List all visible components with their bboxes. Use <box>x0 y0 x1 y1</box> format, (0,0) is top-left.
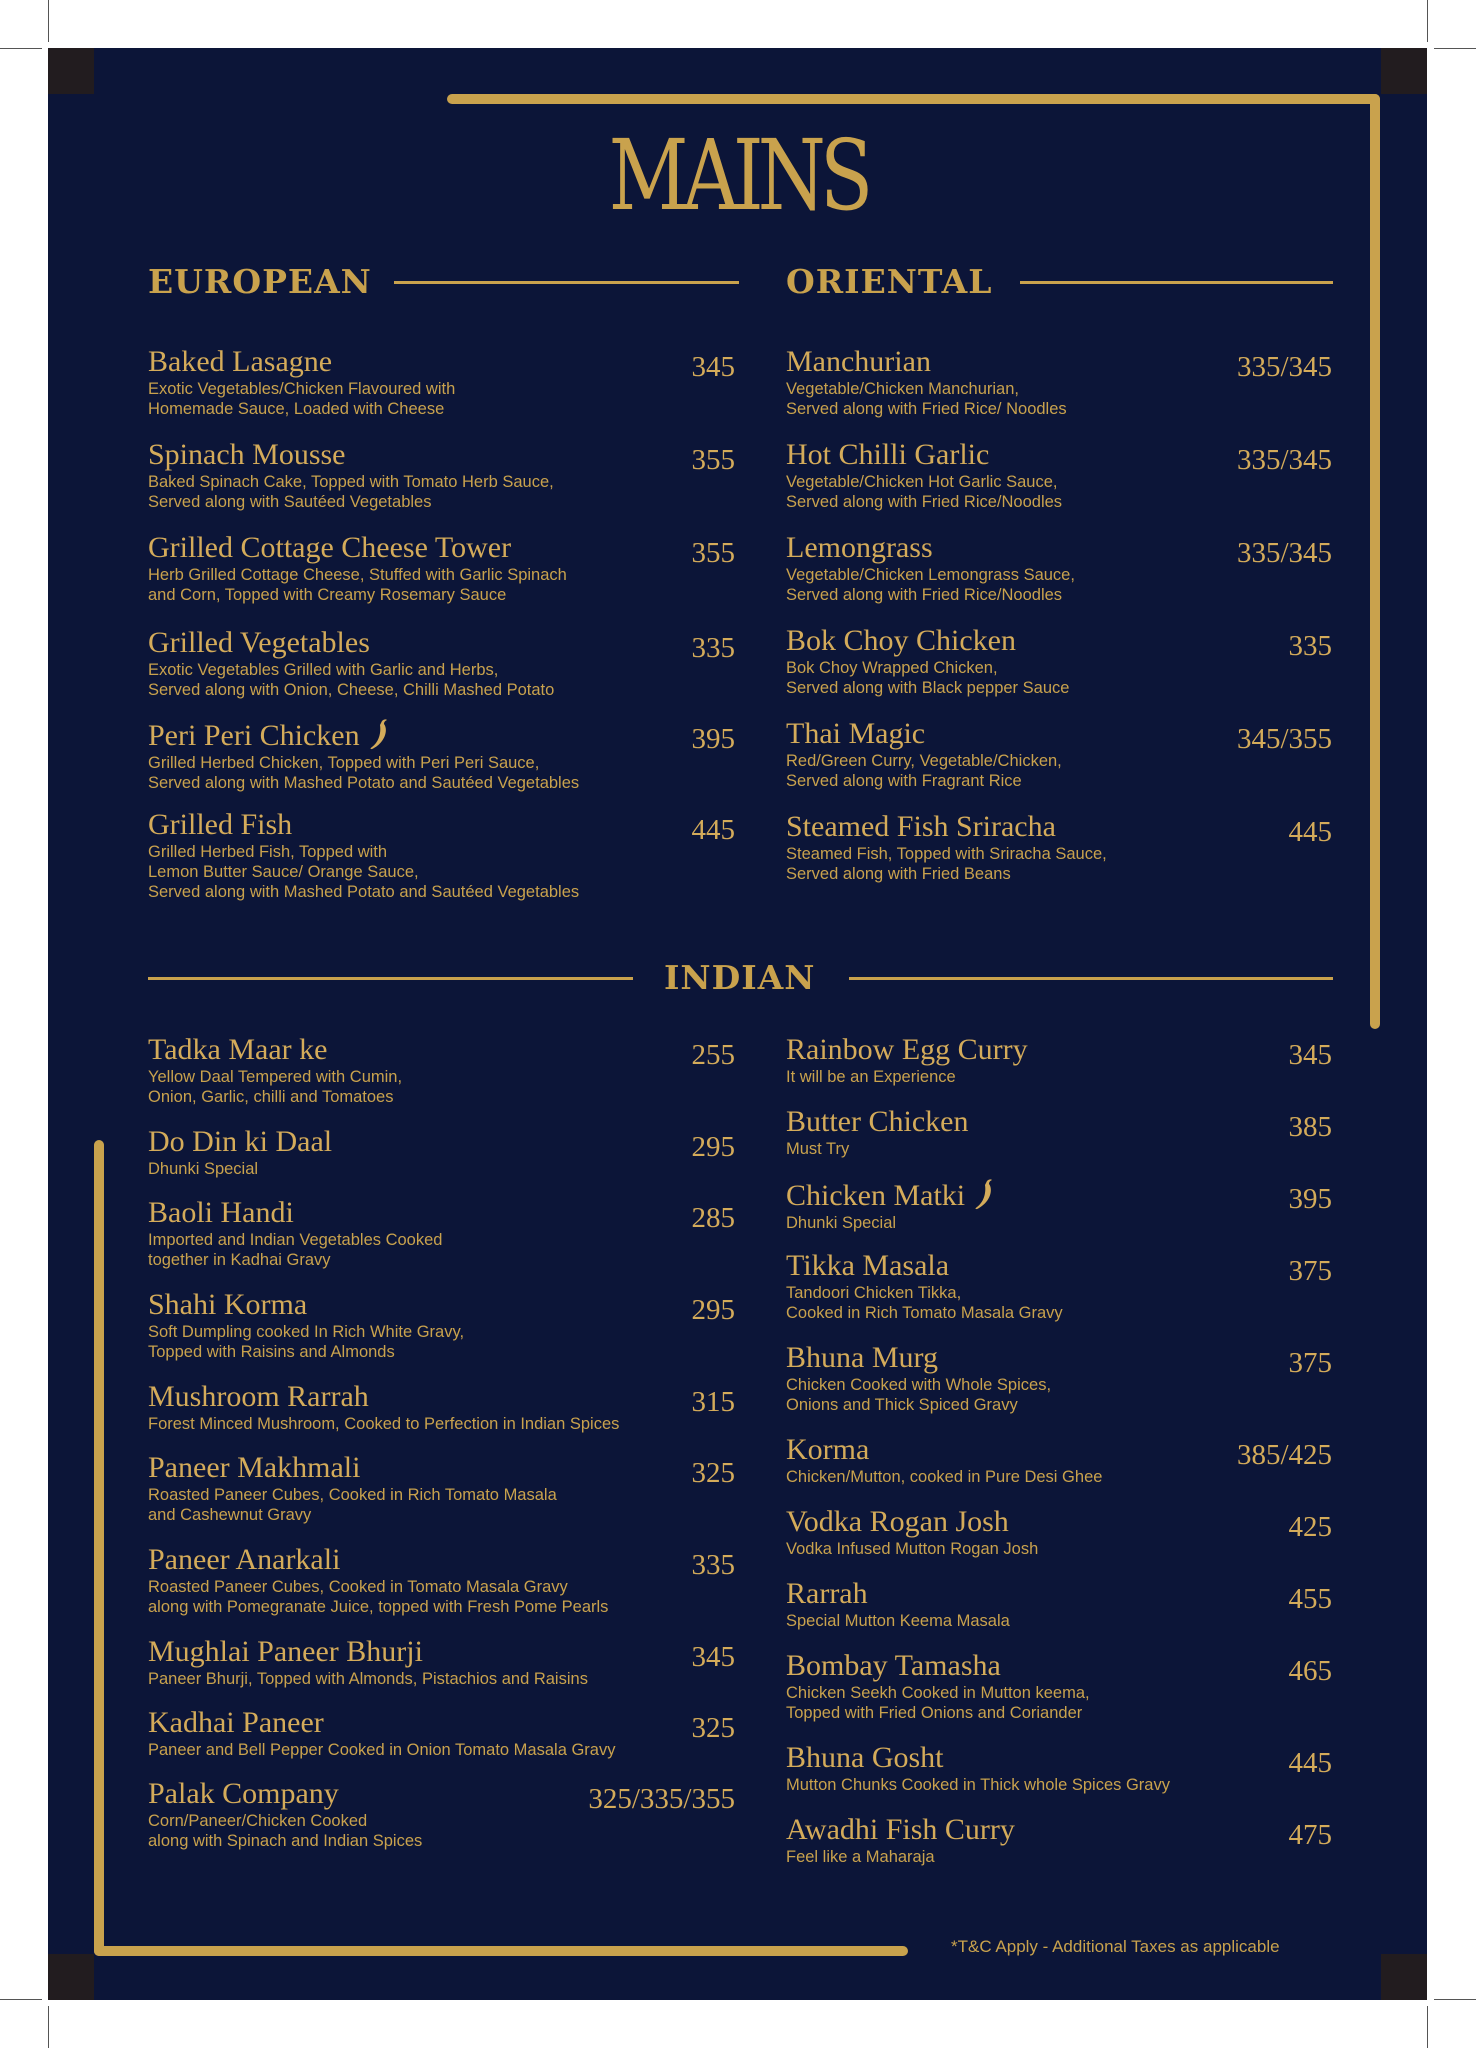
section-title-european: EUROPEAN <box>148 262 372 301</box>
dish-name <box>148 626 735 660</box>
dish-name-text: Rarrah <box>786 1577 868 1610</box>
dish-name-text: Korma <box>786 1433 870 1466</box>
dish-price: 425 <box>1288 1511 1332 1543</box>
dish-name <box>148 438 735 472</box>
dish-description: Must Try <box>786 1140 850 1158</box>
menu-item <box>786 1741 1332 1795</box>
dish-name <box>148 1288 735 1322</box>
dish-description: Steamed Fish, Topped with Sriracha Sauce, Served along with Fried Beans <box>786 845 1107 883</box>
crop-mark <box>1427 0 1428 42</box>
menu-item <box>786 810 1332 884</box>
dish-description: Imported and Indian Vegetables Cooked together in Kadhai Gravy <box>148 1231 443 1269</box>
menu-item <box>786 1813 1332 1867</box>
dish-name <box>148 1706 735 1740</box>
dish-description: Special Mutton Keema Masala <box>786 1612 1010 1630</box>
menu-item <box>786 717 1332 791</box>
dish-price: 325 <box>691 1457 735 1489</box>
dish-name <box>148 1451 735 1485</box>
dish-price: 355 <box>691 444 735 476</box>
dish-description: Paneer Bhurji, Topped with Almonds, Pistachios and Raisins <box>148 1670 588 1688</box>
dish-description: Vodka Infused Mutton Rogan Josh <box>786 1540 1039 1558</box>
menu-item <box>148 1033 735 1107</box>
dish-name-text: Manchurian <box>786 345 931 378</box>
dish-price: 315 <box>691 1386 735 1418</box>
dish-price: 445 <box>1288 816 1332 848</box>
crop-mark <box>0 48 42 49</box>
dish-price: 375 <box>1288 1347 1332 1379</box>
menu-item <box>148 1777 735 1851</box>
menu-item <box>148 1635 735 1689</box>
menu-item <box>148 808 735 902</box>
dish-name-text: Grilled Fish <box>148 808 293 841</box>
frame-line-left <box>94 1140 104 1956</box>
dish-name <box>786 1105 1332 1139</box>
dish-price: 335/345 <box>1236 537 1332 569</box>
dish-description: Chicken Seekh Cooked in Mutton keema, Topped with Fried Onions and Coriander <box>786 1684 1090 1722</box>
dish-name-text: Bok Choy Chicken <box>786 624 1016 657</box>
dish-name <box>148 1543 735 1577</box>
dish-name-text: Spinach Mousse <box>148 438 346 471</box>
menu-item <box>148 1380 735 1434</box>
menu-item <box>148 717 735 793</box>
menu-item <box>786 1249 1332 1323</box>
dish-description: Vegetable/Chicken Hot Garlic Sauce, Served along with Fried Rice/Noodles <box>786 473 1063 511</box>
dish-name-text: Vodka Rogan Josh <box>786 1505 1009 1538</box>
crop-mark <box>1434 1999 1476 2000</box>
menu-item <box>786 1105 1332 1159</box>
dish-name-text: Steamed Fish Sriracha <box>786 810 1056 843</box>
crop-mark <box>48 2006 49 2048</box>
dish-name-text: Shahi Korma <box>148 1288 308 1321</box>
dish-name-text: Chicken Matki <box>786 1179 966 1212</box>
corner-block <box>1381 48 1427 94</box>
frame-line-top <box>447 94 1380 104</box>
dish-name-text: Thai Magic <box>786 717 926 750</box>
dish-price: 385/425 <box>1236 1439 1332 1471</box>
dish-name <box>148 531 735 565</box>
menu-item <box>786 1341 1332 1415</box>
dish-name-text: Paneer Anarkali <box>148 1543 341 1576</box>
dish-name-text: Peri Peri Chicken <box>148 719 360 752</box>
dish-price: 345 <box>691 351 735 383</box>
dish-name <box>148 1033 735 1067</box>
dish-description: Exotic Vegetables/Chicken Flavoured with Homemade Sauce, Loaded with Cheese <box>148 380 456 418</box>
corner-block <box>48 1954 94 2000</box>
dish-name <box>786 1033 1332 1067</box>
dish-price: 345/355 <box>1236 723 1332 755</box>
dish-name <box>786 810 1332 844</box>
oriental-column <box>786 345 1332 905</box>
dish-name <box>148 1380 735 1414</box>
menu-item <box>786 438 1332 512</box>
menu-item <box>148 345 735 419</box>
dish-price: 375 <box>1288 1255 1332 1287</box>
dish-price: 395 <box>691 723 735 755</box>
dish-description: Dhunki Special <box>148 1160 259 1178</box>
dish-price: 445 <box>691 814 735 846</box>
dish-description: Vegetable/Chicken Manchurian, Served along with Fried Rice/ Noodles <box>786 380 1067 418</box>
dish-price: 295 <box>691 1294 735 1326</box>
dish-price: 355 <box>691 537 735 569</box>
dish-name-text: Lemongrass <box>786 531 933 564</box>
dish-name <box>148 1125 735 1159</box>
dish-name <box>786 1577 1332 1611</box>
dish-description: Tandoori Chicken Tikka, Cooked in Rich Tomato Masala Gravy <box>786 1284 1063 1322</box>
menu-item <box>786 1033 1332 1087</box>
crop-mark <box>1434 48 1476 49</box>
dish-name-text: Baked Lasagne <box>148 345 333 378</box>
dish-name-text: Butter Chicken <box>786 1105 969 1138</box>
dish-name-text: Bhuna Gosht <box>786 1741 944 1774</box>
dish-price: 385 <box>1288 1111 1332 1143</box>
dish-name <box>786 1341 1332 1375</box>
chili-icon <box>971 1177 997 1211</box>
dish-description: Chicken Cooked with Whole Spices, Onions and Thick Spiced Gravy <box>786 1376 1052 1414</box>
dish-description: Paneer and Bell Pepper Cooked in Onion Tomato Masala Gravy <box>148 1741 616 1759</box>
section-rule <box>849 977 1333 980</box>
dish-name-text: Palak Company <box>148 1777 339 1810</box>
dish-price: 335/345 <box>1236 444 1332 476</box>
menu-item <box>148 438 735 512</box>
dish-description: It will be an Experience <box>786 1068 956 1086</box>
dish-name <box>786 1649 1332 1683</box>
section-rule <box>148 977 633 980</box>
menu-item <box>786 345 1332 419</box>
dish-description: Mutton Chunks Cooked in Thick whole Spices Gravy <box>786 1776 1170 1794</box>
dish-description: Grilled Herbed Chicken, Topped with Peri Peri Sauce, Served along with Mashed Potato and Sautéed Vegetables <box>148 754 580 792</box>
dish-name-text: Grilled Cottage Cheese Tower <box>148 531 512 564</box>
menu-item <box>148 1451 735 1525</box>
dish-name-text: Mughlai Paneer Bhurji <box>148 1635 423 1668</box>
menu-item <box>148 1125 735 1179</box>
dish-name-text: Do Din ki Daal <box>148 1125 333 1158</box>
menu-item <box>786 531 1332 605</box>
dish-name <box>786 1177 1332 1213</box>
dish-price: 345 <box>691 1641 735 1673</box>
european-column <box>148 345 735 905</box>
menu-item <box>786 1577 1332 1631</box>
dish-name-text: Rainbow Egg Curry <box>786 1033 1028 1066</box>
dish-description: Soft Dumpling cooked In Rich White Gravy, Topped with Raisins and Almonds <box>148 1323 465 1361</box>
menu-item <box>786 1177 1332 1233</box>
dish-description: Corn/Paneer/Chicken Cooked along with Spinach and Indian Spices <box>148 1812 423 1850</box>
dish-description: Yellow Daal Tempered with Cumin, Onion, Garlic, chilli and Tomatoes <box>148 1068 403 1106</box>
dish-price: 255 <box>691 1039 735 1071</box>
dish-name-text: Paneer Makhmali <box>148 1451 361 1484</box>
dish-description: Grilled Herbed Fish, Topped with Lemon Butter Sauce/ Orange Sauce, Served along with Mashed Potato and Sautéed Vegetables <box>148 843 580 901</box>
menu-item <box>786 624 1332 698</box>
dish-description: Red/Green Curry, Vegetable/Chicken, Served along with Fragrant Rice <box>786 752 1062 790</box>
dish-name <box>148 717 735 753</box>
section-title-oriental: ORIENTAL <box>786 262 993 301</box>
chili-icon <box>366 717 392 751</box>
dish-description: Roasted Paneer Cubes, Cooked in Rich Tomato Masala and Cashewnut Gravy <box>148 1486 557 1524</box>
dish-name <box>786 1813 1332 1847</box>
footnote: *T&C Apply - Additional Taxes as applicable <box>951 1937 1280 1956</box>
dish-price: 335 <box>691 632 735 664</box>
dish-name-text: Bhuna Murg <box>786 1341 938 1374</box>
menu-item <box>148 531 735 605</box>
dish-description: Exotic Vegetables Grilled with Garlic and Herbs, Served along with Onion, Cheese, Chilli Mashed Potato <box>148 661 555 699</box>
dish-price: 335 <box>691 1549 735 1581</box>
dish-name-text: Tadka Maar ke <box>148 1033 328 1066</box>
dish-price: 455 <box>1288 1583 1332 1615</box>
dish-description: Dhunki Special <box>786 1214 897 1232</box>
dish-description: Baked Spinach Cake, Topped with Tomato Herb Sauce, Served along with Sautéed Vegetables <box>148 473 554 511</box>
crop-mark <box>0 1999 42 2000</box>
frame-line-right <box>1370 94 1380 1029</box>
dish-name-text: Kadhai Paneer <box>148 1706 324 1739</box>
frame-line-bottom <box>94 1946 908 1956</box>
dish-name-text: Hot Chilli Garlic <box>786 438 990 471</box>
dish-name-text: Grilled Vegetables <box>148 626 370 659</box>
dish-price: 445 <box>1288 1747 1332 1779</box>
menu-item <box>786 1505 1332 1559</box>
menu-item <box>148 1196 735 1270</box>
dish-name <box>148 345 735 379</box>
crop-mark <box>48 0 49 42</box>
dish-price: 335 <box>1288 630 1332 662</box>
dish-price: 335/345 <box>1236 351 1332 383</box>
dish-price: 325/335/355 <box>588 1783 735 1815</box>
corner-block <box>1381 1954 1427 2000</box>
dish-description: Feel like a Maharaja <box>786 1848 935 1866</box>
indian-right-column <box>786 1033 1332 1883</box>
indian-left-column <box>148 1033 735 1863</box>
dish-name <box>148 1635 735 1669</box>
section-title-indian: INDIAN <box>664 958 816 997</box>
dish-name <box>786 1505 1332 1539</box>
menu-item <box>148 1706 735 1760</box>
menu-item <box>148 1543 735 1617</box>
dish-name-text: Awadhi Fish Curry <box>786 1813 1015 1846</box>
menu-item <box>148 626 735 700</box>
dish-name-text: Tikka Masala <box>786 1249 950 1282</box>
dish-name <box>786 624 1332 658</box>
dish-price: 325 <box>691 1712 735 1744</box>
dish-price: 465 <box>1288 1655 1332 1687</box>
dish-price: 475 <box>1288 1819 1332 1851</box>
dish-price: 395 <box>1288 1183 1332 1215</box>
dish-name <box>148 1196 735 1230</box>
crop-mark <box>1427 2006 1428 2048</box>
menu-item <box>148 1288 735 1362</box>
dish-description: Herb Grilled Cottage Cheese, Stuffed with Garlic Spinach and Corn, Topped with Creamy Rosemary Sauce <box>148 566 567 604</box>
dish-name-text: Bombay Tamasha <box>786 1649 1001 1682</box>
menu-item <box>786 1649 1332 1723</box>
dish-price: 295 <box>691 1131 735 1163</box>
dish-name <box>786 1741 1332 1775</box>
dish-description: Bok Choy Wrapped Chicken, Served along with Black pepper Sauce <box>786 659 1070 697</box>
dish-name-text: Baoli Handi <box>148 1196 294 1229</box>
dish-description: Roasted Paneer Cubes, Cooked in Tomato Masala Gravy along with Pomegranate Juice, topped with Fresh Pome Pearls <box>148 1578 609 1616</box>
menu-item <box>786 1433 1332 1487</box>
dish-description: Chicken/Mutton, cooked in Pure Desi Ghee <box>786 1468 1103 1486</box>
dish-description: Vegetable/Chicken Lemongrass Sauce, Served along with Fried Rice/Noodles <box>786 566 1075 604</box>
dish-name-text: Mushroom Rarrah <box>148 1380 369 1413</box>
dish-price: 345 <box>1288 1039 1332 1071</box>
section-rule <box>1020 281 1333 284</box>
corner-block <box>48 48 94 94</box>
dish-name <box>786 1249 1332 1283</box>
dish-name <box>148 808 735 842</box>
page-title: MAINS <box>608 120 868 233</box>
dish-price: 285 <box>691 1202 735 1234</box>
dish-description: Forest Minced Mushroom, Cooked to Perfection in Indian Spices <box>148 1415 620 1433</box>
section-rule <box>394 281 739 284</box>
